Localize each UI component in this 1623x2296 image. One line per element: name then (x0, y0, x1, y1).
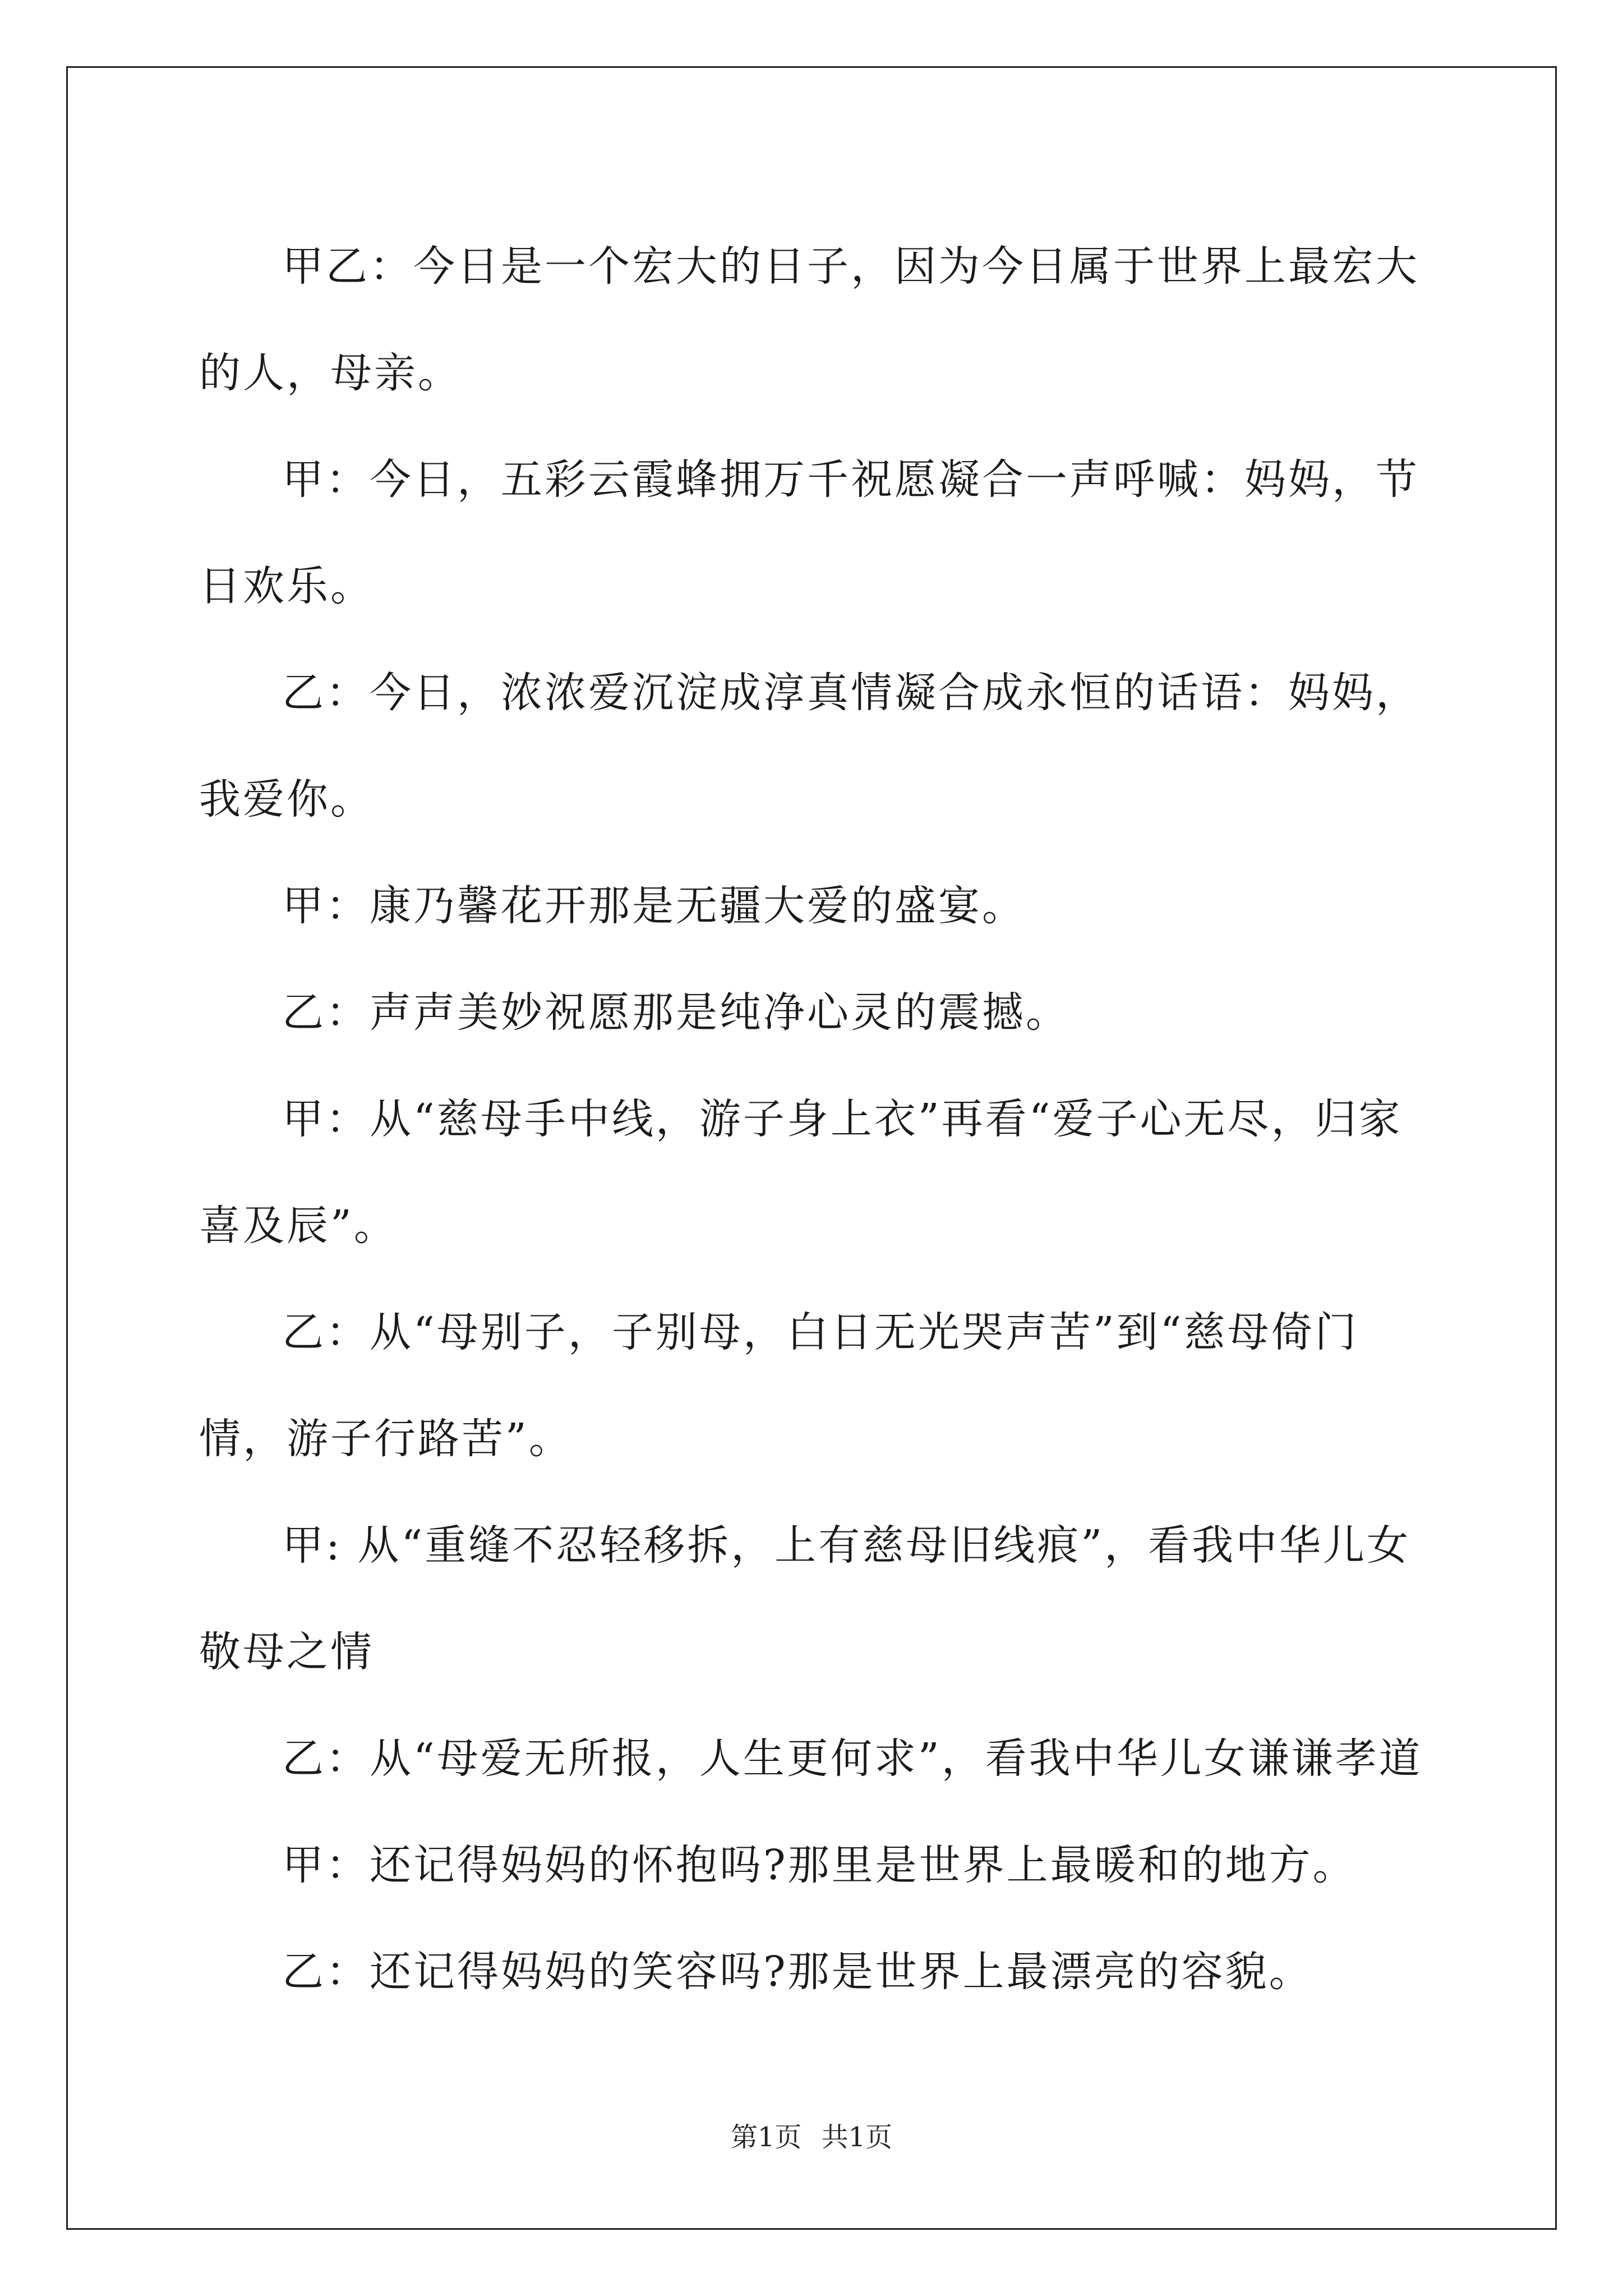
paragraph: 乙：从“母爱无所报，人生更何求”，看我中华儿女谦谦孝道 (282, 1734, 1423, 1783)
paragraph: 甲：还记得妈妈的怀抱吗?那里是世界上最暖和的地方。 (282, 1841, 1357, 1889)
page-total: 共1页 (821, 2122, 893, 2153)
paragraph: 甲: 从“重缝不忍轻移拆，上有慈母旧线痕”，看我中华儿女敬母之情 (199, 1521, 1411, 1676)
paragraph: 甲：康乃馨花开那是无疆大爱的盛宴。 (282, 882, 1026, 930)
paragraph: 乙：从“母别子，子别母，白日无光哭声苦”到“慈母倚门情，游子行路苦”。 (199, 1308, 1359, 1463)
paragraph: 甲：今日，五彩云霞蜂拥万千祝愿凝合一声呼喊：妈妈，节日欢乐。 (199, 455, 1419, 610)
paragraph: 乙：还记得妈妈的笑容吗?那是世界上最漂亮的容貌。 (282, 1948, 1313, 1996)
paragraph: 乙：声声美妙祝愿那是纯净心灵的震撼。 (282, 988, 1069, 1037)
document-body (199, 213, 1433, 2025)
page-footer (0, 2120, 1623, 2154)
paragraph: 甲乙：今日是一个宏大的日子，因为今日属于世界上最宏大的人，母亲。 (199, 242, 1419, 397)
paragraph: 甲：从“慈母手中线，游子身上衣”再看“爱子心无尽，归家喜及辰”。 (199, 1095, 1403, 1250)
paragraph: 乙：今日，浓浓爱沉淀成淳真情凝合成永恒的话语：妈妈，我爱你。 (199, 669, 1419, 823)
page-number: 第1页 (730, 2122, 802, 2153)
